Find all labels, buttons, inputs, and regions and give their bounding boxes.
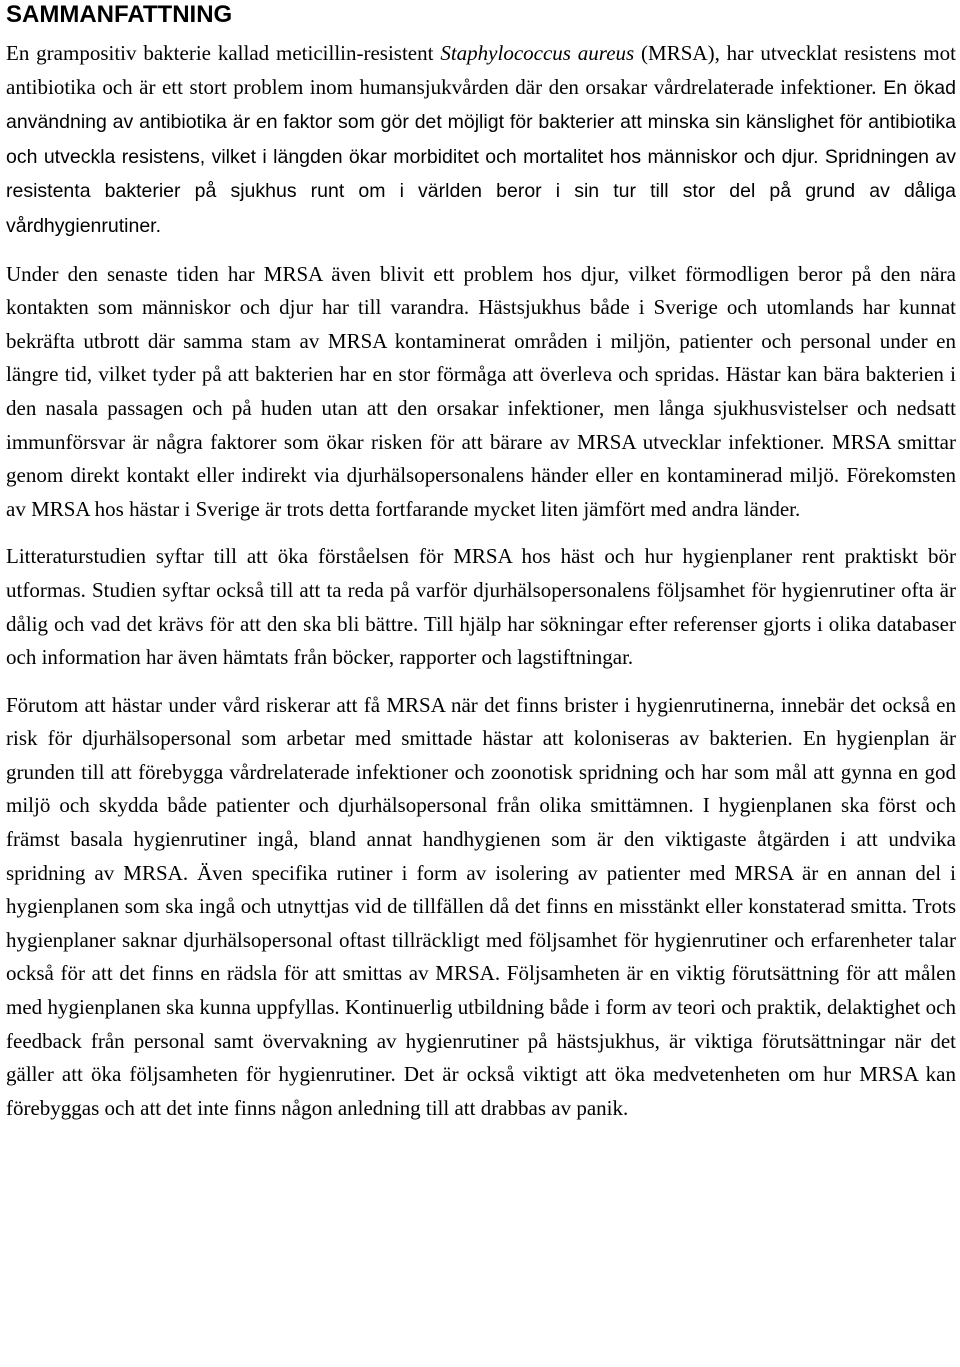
document-page bbox=[6, 0, 956, 1125]
species-name: Staphylococcus aureus bbox=[440, 41, 635, 65]
intro-text-start: En grampositiv bakterie kallad meticillin-resistent bbox=[6, 41, 441, 65]
intro-text-end: En ökad användning av antibiotika är en faktor som gör det möjligt för bakterier att minska sin känslighet för antibiotika och utveckla resistens, vilket i längden ökar morbiditet och mortalitet hos människor och djur. Spridningen av resistenta bakterier på sjukhus runt om i världen beror i sin tur till stor del på grund av dåliga vårdhygienrutiner. bbox=[6, 76, 956, 237]
paragraph-hygiene: Förutom att hästar under vård riskerar att få MRSA när det finns brister i hygienrutinerna, innebär det också en risk för djurhälsopersonal som arbetar med smittade hästar att koloniseras av bakterien. En hygienplan är grunden till att förebygga vårdrelaterade infektioner och zoonotisk spridning och har som mål att gynna en god miljö och skydda både patienter och djurhälsopersonal från olika smittämnen. I hygienplanen ska först och främst basala hygienrutiner ingå, bland annat handhygienen som är den viktigaste åtgärden i att undvika spridning av MRSA. Även specifika rutiner i form av isolering av patienter med MRSA är en annan del i hygienplanen som ska ingå och utnyttjas vid de tillfällen då det finns en misstänkt eller konstaterad smitta. Trots hygienplaner saknar djurhälsopersonal oftast tillräckligt med följsamhet för hygienrutiner och erfarenheter talar också för att det finns en rädsla för att smittas av MRSA. Följsamheten är en viktig förutsättning för att målen med hygienplanen ska kunna uppfyllas. Kontinuerlig utbildning både i form av teori och praktik, delaktighet och feedback från personal samt övervakning av hygienrutiner på hästsjukhus, är viktiga förutsättningar när det gäller att öka följsamheten för hygienrutiner. Det är också viktigt att öka medvetenheten om hur MRSA kan förebyggas och att det inte finns någon anledning till att drabbas av panik. bbox=[6, 692, 956, 1120]
paragraph-intro bbox=[6, 37, 956, 244]
paragraph-study-aim: Litteraturstudien syftar till att öka förståelsen för MRSA hos häst och hur hygienplaner rent praktiskt bör utformas. Studien syftar också till att ta reda på varför djurhälsopersonalens följsamhet för hygienrutiner ofta är dålig och vad det krävs för att den ska bli bättre. Till hjälp har sökningar efter referenser gjorts i olika databaser och information har även hämtats från böcker, rapporter och lagstiftningar. bbox=[6, 544, 956, 670]
summary-heading: SAMMANFATTNING bbox=[6, 1, 233, 28]
paragraph-animals: Under den senaste tiden har MRSA även blivit ett problem hos djur, vilket förmodligen beror på den nära kontakten som människor och djur har till varandra. Hästsjukhus både i Sverige och utomlands har kunnat bekräfta utbrott där samma stam av MRSA kontaminerat områden i miljön, patienter och personal under en längre tid, vilket tyder på att bakterien har en stor förmåga att överleva och spridas. Hästar kan bära bakterien i den nasala passagen och på huden utan att den orsakar infektioner, men långa sjukhusvistelser och nedsatt immunförsvar är några faktorer som ökar risken för att bärare av MRSA utvecklar infektioner. MRSA smittar genom direkt kontakt eller indirekt via djurhälsopersonalens händer eller en kontaminerad miljö. Förekomsten av MRSA hos hästar i Sverige är trots detta fortfarande mycket liten jämfört med andra länder. bbox=[6, 261, 956, 521]
intro-text-mid: (MRSA), har utvecklat resistens mot antibiotika och är ett stort problem inom humansjukvården där den orsakar vårdrelaterade infektioner. bbox=[6, 41, 957, 99]
